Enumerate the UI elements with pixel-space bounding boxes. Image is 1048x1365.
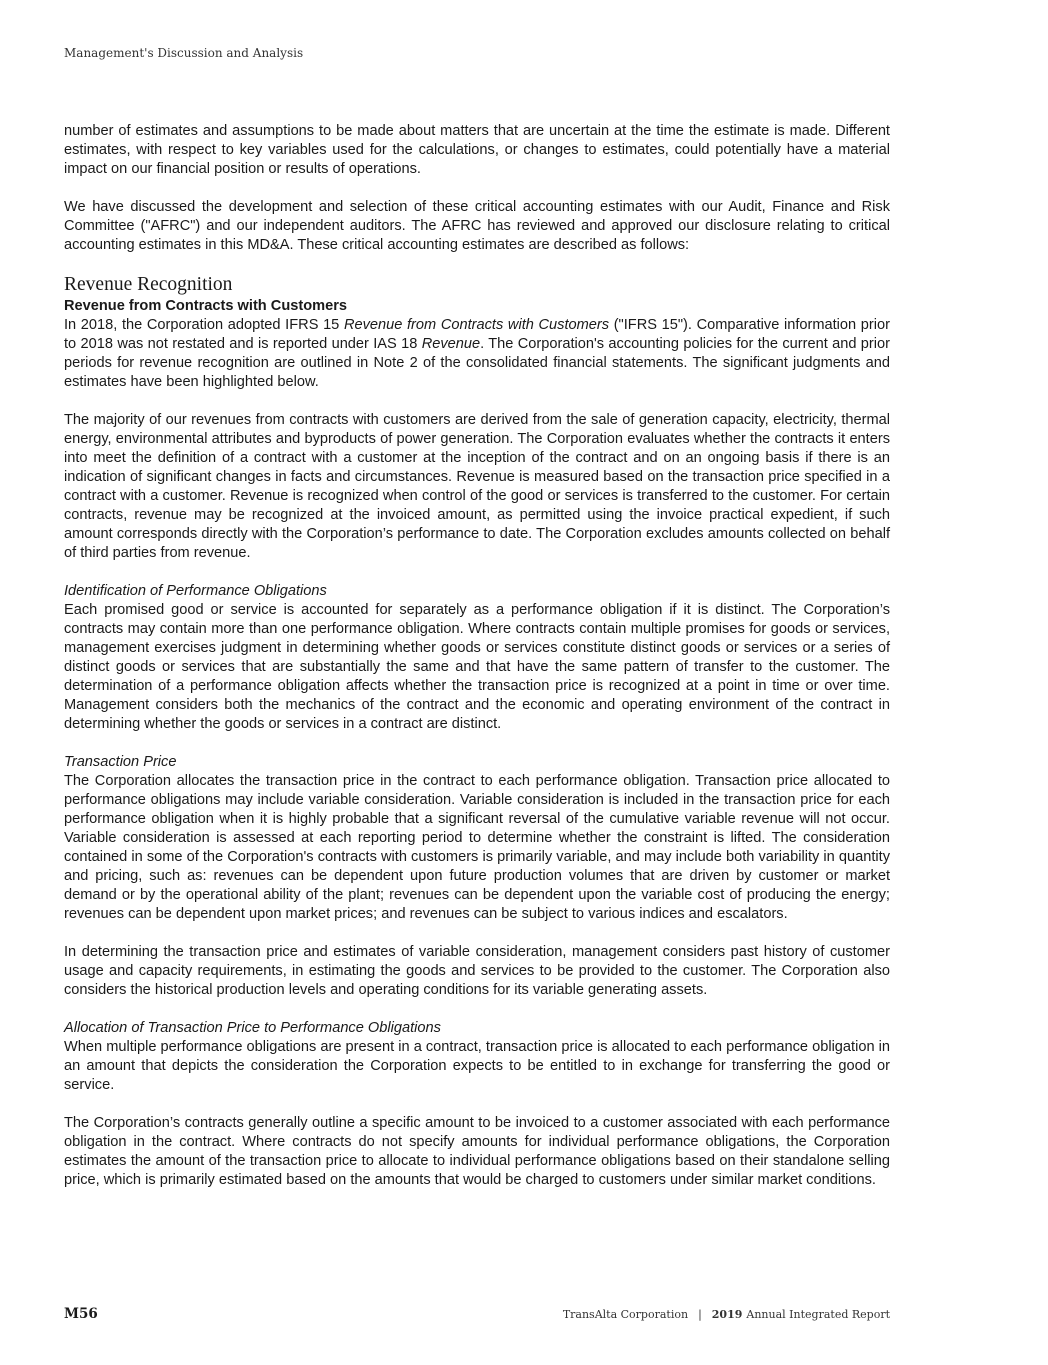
footer-report-title [563,1308,890,1321]
revenue-p1-text-a: In 2018, the Corporation adopted IFRS 15 [64,317,344,333]
paragraph-spacer [64,179,890,198]
running-header: Management's Discussion and Analysis [64,46,304,60]
transaction-price-paragraph-2: In determining the transaction price and estimates of variable consideration, management considers past history of customer usage and capacity requirements, in estimating the goods and services to be provided to the customer. The Corporation also considers the historical production levels and operating conditions for its variable generating assets. [64,944,890,998]
revenue-p1-text-c: ("IFRS 15"). Comparative information prior to 2018 was not restated and is reported under IAS 18 [64,317,890,352]
footer-company: TransAlta Corporation [562,1308,689,1321]
heading-transaction-price: Transaction Price [64,754,177,770]
paragraph-spacer [64,734,890,753]
section-heading-revenue-recognition: Revenue Recognition [64,274,233,295]
document-body [64,122,890,1190]
paragraph-spacer [64,1095,890,1114]
page-number: M56 [64,1306,98,1322]
revenue-paragraph-2: The majority of our revenues from contracts with customers are derived from the sale of generation capacity, electricity, thermal energy, environmental attributes and byproducts of power generation. The Corporation evaluates whether the contracts it enters into meet the definition of a contract with a customer at the inception of the contract and on an ongoing basis if there is an indication of significant changes in facts and circumstances. Revenue is measured based on the transaction price specified in a contract with a customer. Revenue is recognized when control of the good or services is transferred to the customer. For certain contracts, revenue may be recognized at the invoiced amount, as permitted using the invoice practical expedient, if such amount corresponds directly with the Corporation’s performance to date. The Corporation excludes amounts collected on behalf of third parties from revenue. [64,412,890,561]
allocation-paragraph-2: The Corporation’s contracts generally outline a specific amount to be invoiced to a customer associated with each performance obligation in the contract. Where contracts do not specify amounts for individual performance obligations, the Corporation estimates the amount of the transaction price to allocate to individual performance obligations based on their standalone selling price, which is primarily estimated based on the amounts that would be charged to customers under similar market conditions. [64,1115,890,1188]
performance-obligations-paragraph: Each promised good or service is accounted for separately as a performance obligation if it is distinct. The Corporation’s contracts may contain more than one performance obligation. Where contracts contain multiple promises for goods or services, management exercises judgment in determining whether goods or services constitute distinct goods or services or a series of distinct goods or services that are substantially the same and that have the same pattern of transfer to the customer. The determination of a performance obligation affects whether the transaction price is recognized at a point in time or over time. Management considers both the mechanics of the contract and the economic and operating environment of the contract in determining whether the goods or services in a contract are distinct. [64,602,890,732]
transaction-price-paragraph-1: The Corporation allocates the transaction price in the contract to each performance obligation. Transaction price allocated to performance obligations may include variable consideration. Variable consideration is included in the transaction price for each performance obligation when it is highly probable that a significant reversal of the cumulative variable revenue will not occur. Variable consideration is assessed at each reporting period to determine whether the constraint is lifted. The consideration contained in some of the Corporation's contracts with customers is primarily variable, and may include both variability in quantity and pricing, such as: revenues can be dependent upon future production volumes that are driven by customer or market demand or by the operational ability of the plant; revenues can be dependent upon the variable cost of producing the energy; revenues can be dependent upon market prices; and revenues can be subject to various indices and escalators. [64,773,890,922]
revenue-paragraph-1 [64,316,890,392]
revenue-p1-ias-title: Revenue [421,336,481,352]
subheading-revenue-contracts: Revenue from Contracts with Customers [64,298,348,314]
footer-year: 2019 [711,1308,743,1321]
allocation-paragraph-1: When multiple performance obligations are present in a contract, transaction price is allocated to each performance obligation in an amount that depicts the consideration the Corporation expects to be entitled to in exchange for transferring the good or service. [64,1039,890,1093]
paragraph-spacer [64,563,890,582]
intro-paragraph-2: We have discussed the development and selection of these critical accounting estimates with our Audit, Finance and Risk Committee ("AFRC") and our independent auditors. The AFRC has reviewed and approved our disclosure relating to critical accounting estimates in this MD&A. These critical accounting estimates are described as follows: [64,199,890,253]
paragraph-spacer [64,924,890,943]
revenue-p1-text-e: . The Corporation's accounting policies for the current and prior periods for revenue recognition are outlined in Note 2 of the consolidated financial statements. The significant judgments and estimates have been highlighted below. [64,336,890,390]
footer-report-name: Annual Integrated Report [746,1308,890,1321]
paragraph-spacer [64,1000,890,1019]
intro-paragraph-1: number of estimates and assumptions to be made about matters that are uncertain at the time the estimate is made. Different estimates, with respect to key variables used for the calculations, or changes to estimates, could potentially have a material impact on our financial position or results of operations. [64,123,890,177]
heading-performance-obligations: Identification of Performance Obligations [64,583,327,599]
revenue-p1-standard-title: Revenue from Contracts with Customers [343,317,610,333]
heading-allocation: Allocation of Transaction Price to Performance Obligations [64,1020,441,1036]
footer-separator: | [698,1308,702,1321]
paragraph-spacer [64,392,890,411]
